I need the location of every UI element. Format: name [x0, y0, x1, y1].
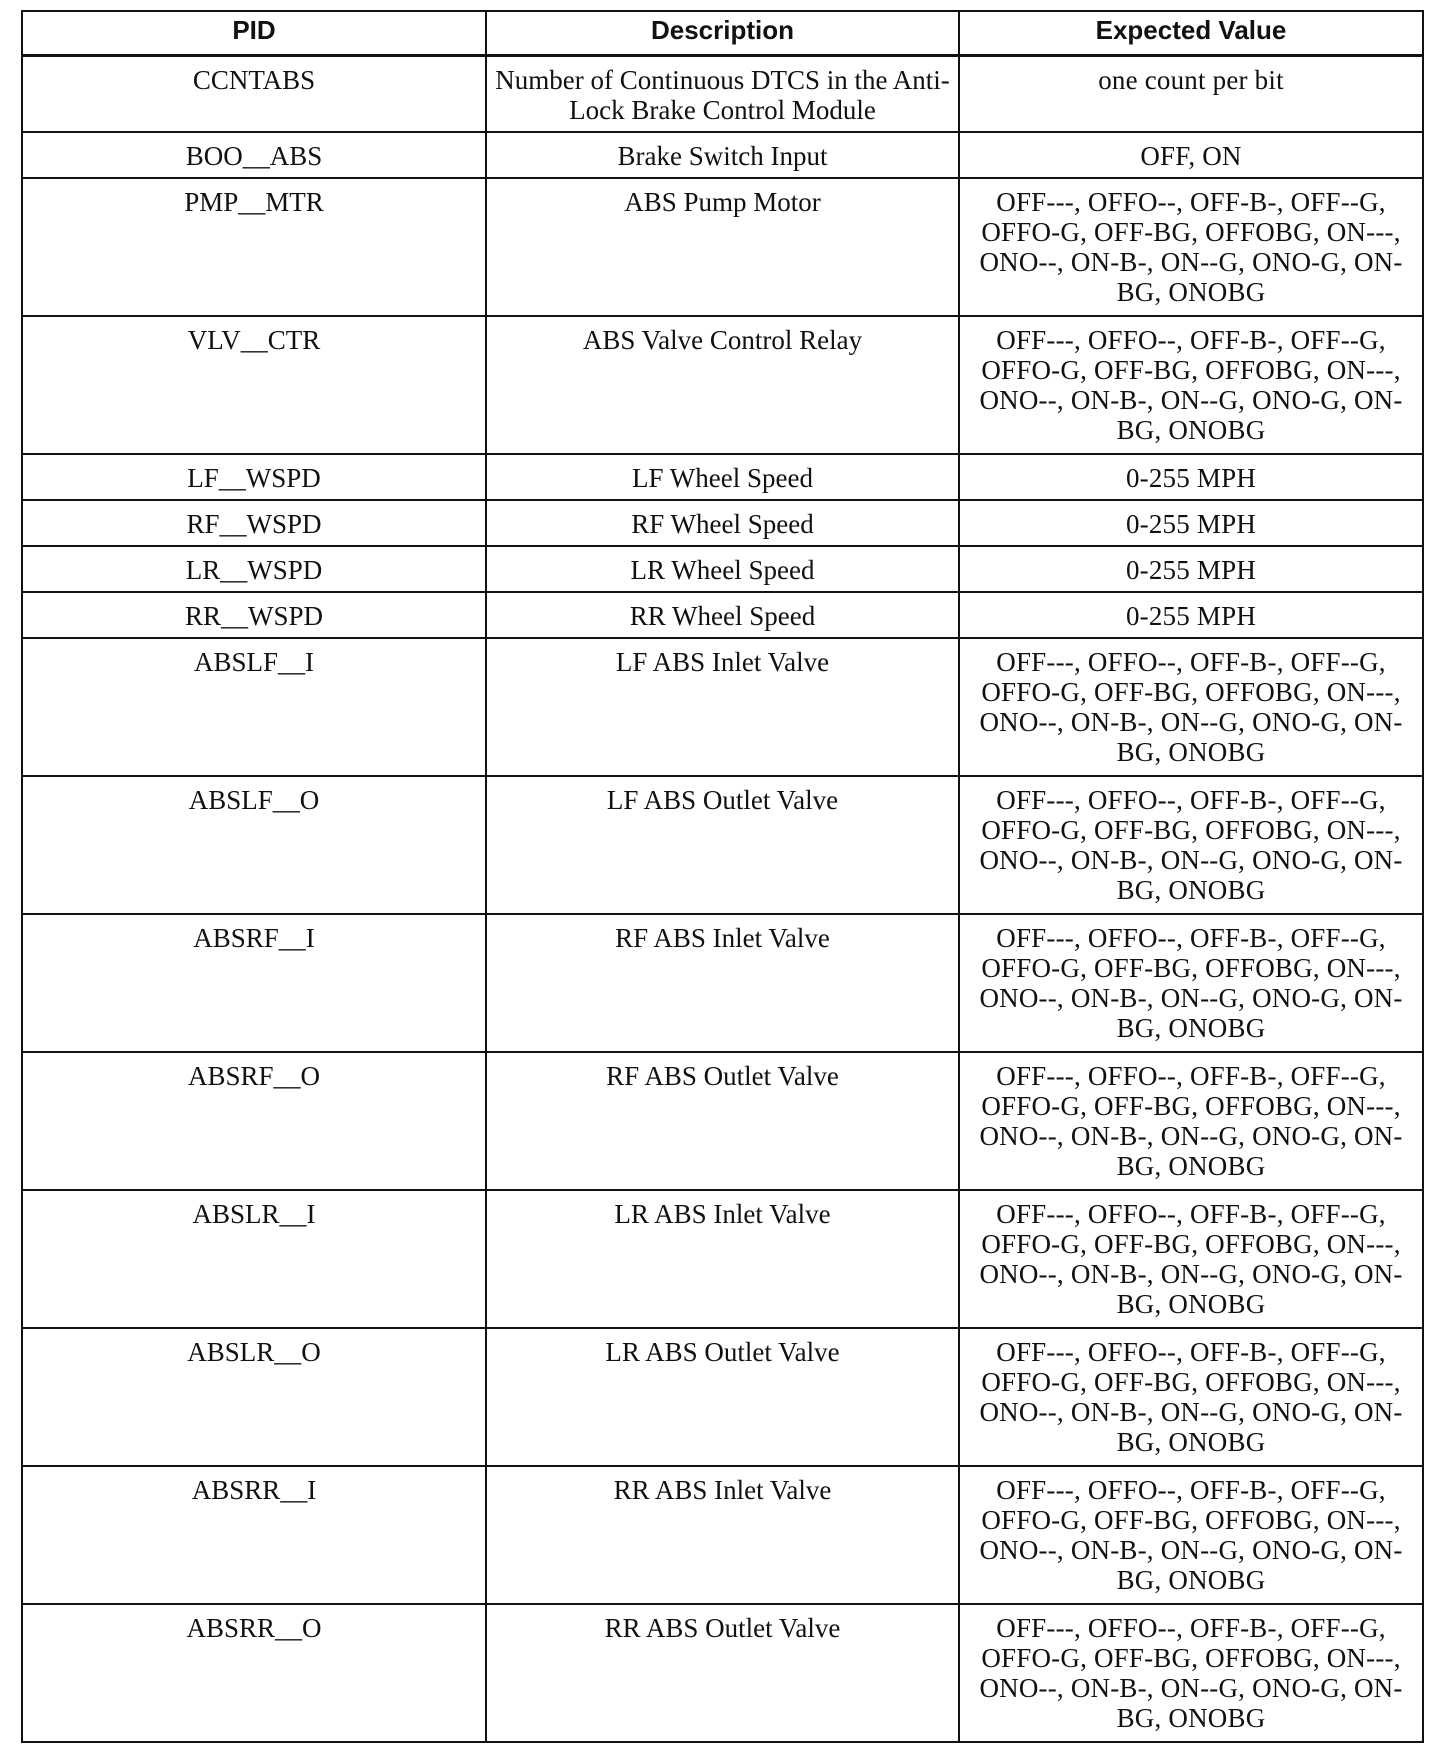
pid-cell: RF__WSPD	[22, 500, 486, 546]
description-cell: RR Wheel Speed	[486, 592, 959, 638]
pid-cell: PMP__MTR	[22, 178, 486, 316]
description-cell: LR ABS Inlet Valve	[486, 1190, 959, 1328]
expected-value-cell: OFF---, OFFO--, OFF-B-, OFF--G, OFFO-G, OFF-BG, OFFOBG, ON---, ONO--, ON-B-, ON--G, ONO-G, ON-BG, ONOBG	[959, 1466, 1423, 1604]
expected-value-cell: OFF---, OFFO--, OFF-B-, OFF--G, OFFO-G, OFF-BG, OFFOBG, ON---, ONO--, ON-B-, ON--G, ONO-G, ON-BG, ONOBG	[959, 178, 1423, 316]
expected-value-cell: OFF---, OFFO--, OFF-B-, OFF--G, OFFO-G, OFF-BG, OFFOBG, ON---, ONO--, ON-B-, ON--G, ONO-G, ON-BG, ONOBG	[959, 1604, 1423, 1742]
description-cell: LF ABS Inlet Valve	[486, 638, 959, 776]
pid-cell: LR__WSPD	[22, 546, 486, 592]
table-row	[22, 1604, 1423, 1742]
expected-value-cell: OFF---, OFFO--, OFF-B-, OFF--G, OFFO-G, OFF-BG, OFFOBG, ON---, ONO--, ON-B-, ON--G, ONO-G, ON-BG, ONOBG	[959, 638, 1423, 776]
expected-value-cell: OFF---, OFFO--, OFF-B-, OFF--G, OFFO-G, OFF-BG, OFFOBG, ON---, ONO--, ON-B-, ON--G, ONO-G, ON-BG, ONOBG	[959, 776, 1423, 914]
pid-cell: ABSRR__O	[22, 1604, 486, 1742]
pid-cell: ABSLR__O	[22, 1328, 486, 1466]
expected-value-cell: OFF---, OFFO--, OFF-B-, OFF--G, OFFO-G, OFF-BG, OFFOBG, ON---, ONO--, ON-B-, ON--G, ONO-G, ON-BG, ONOBG	[959, 1190, 1423, 1328]
table-row	[22, 454, 1423, 500]
description-cell: ABS Pump Motor	[486, 178, 959, 316]
description-cell: Brake Switch Input	[486, 132, 959, 178]
description-cell: LF ABS Outlet Valve	[486, 776, 959, 914]
header-row	[22, 11, 1423, 56]
table-row	[22, 1190, 1423, 1328]
expected-value-cell: OFF---, OFFO--, OFF-B-, OFF--G, OFFO-G, OFF-BG, OFFOBG, ON---, ONO--, ON-B-, ON--G, ONO-G, ON-BG, ONOBG	[959, 1328, 1423, 1466]
pid-cell: ABSLF__I	[22, 638, 486, 776]
table-row	[22, 1466, 1423, 1604]
description-cell: RF ABS Inlet Valve	[486, 914, 959, 1052]
pid-cell: BOO__ABS	[22, 132, 486, 178]
expected-value-cell: 0-255 MPH	[959, 592, 1423, 638]
table-row	[22, 1052, 1423, 1190]
description-cell: LR Wheel Speed	[486, 546, 959, 592]
description-cell: LR ABS Outlet Valve	[486, 1328, 959, 1466]
expected-value-cell: 0-255 MPH	[959, 500, 1423, 546]
pid-cell: ABSRR__I	[22, 1466, 486, 1604]
table-row	[22, 1328, 1423, 1466]
pid-cell: VLV__CTR	[22, 316, 486, 454]
pid-cell: ABSLF__O	[22, 776, 486, 914]
expected-value-cell: 0-255 MPH	[959, 454, 1423, 500]
pid-cell: RR__WSPD	[22, 592, 486, 638]
description-cell: Number of Continuous DTCS in the Anti-Lock Brake Control Module	[486, 56, 959, 133]
table-row	[22, 776, 1423, 914]
header-description: Description	[486, 11, 959, 56]
description-cell: RR ABS Inlet Valve	[486, 1466, 959, 1604]
expected-value-cell: OFF---, OFFO--, OFF-B-, OFF--G, OFFO-G, OFF-BG, OFFOBG, ON---, ONO--, ON-B-, ON--G, ONO-G, ON-BG, ONOBG	[959, 316, 1423, 454]
table-row	[22, 500, 1423, 546]
description-cell: RF ABS Outlet Valve	[486, 1052, 959, 1190]
table-row	[22, 56, 1423, 133]
table-row	[22, 132, 1423, 178]
pid-cell: CCNTABS	[22, 56, 486, 133]
expected-value-cell: one count per bit	[959, 56, 1423, 133]
table-row	[22, 638, 1423, 776]
expected-value-cell: OFF---, OFFO--, OFF-B-, OFF--G, OFFO-G, OFF-BG, OFFOBG, ON---, ONO--, ON-B-, ON--G, ONO-G, ON-BG, ONOBG	[959, 914, 1423, 1052]
table-row	[22, 914, 1423, 1052]
pid-cell: LF__WSPD	[22, 454, 486, 500]
description-cell: RR ABS Outlet Valve	[486, 1604, 959, 1742]
header-expected-value: Expected Value	[959, 11, 1423, 56]
table-row	[22, 316, 1423, 454]
pid-table	[21, 10, 1424, 1743]
description-cell: LF Wheel Speed	[486, 454, 959, 500]
pid-cell: ABSRF__O	[22, 1052, 486, 1190]
expected-value-cell: OFF, ON	[959, 132, 1423, 178]
header-pid: PID	[22, 11, 486, 56]
expected-value-cell: 0-255 MPH	[959, 546, 1423, 592]
table-row	[22, 546, 1423, 592]
expected-value-cell: OFF---, OFFO--, OFF-B-, OFF--G, OFFO-G, OFF-BG, OFFOBG, ON---, ONO--, ON-B-, ON--G, ONO-G, ON-BG, ONOBG	[959, 1052, 1423, 1190]
description-cell: ABS Valve Control Relay	[486, 316, 959, 454]
table-row	[22, 178, 1423, 316]
description-cell: RF Wheel Speed	[486, 500, 959, 546]
pid-cell: ABSRF__I	[22, 914, 486, 1052]
table-row	[22, 592, 1423, 638]
pid-cell: ABSLR__I	[22, 1190, 486, 1328]
